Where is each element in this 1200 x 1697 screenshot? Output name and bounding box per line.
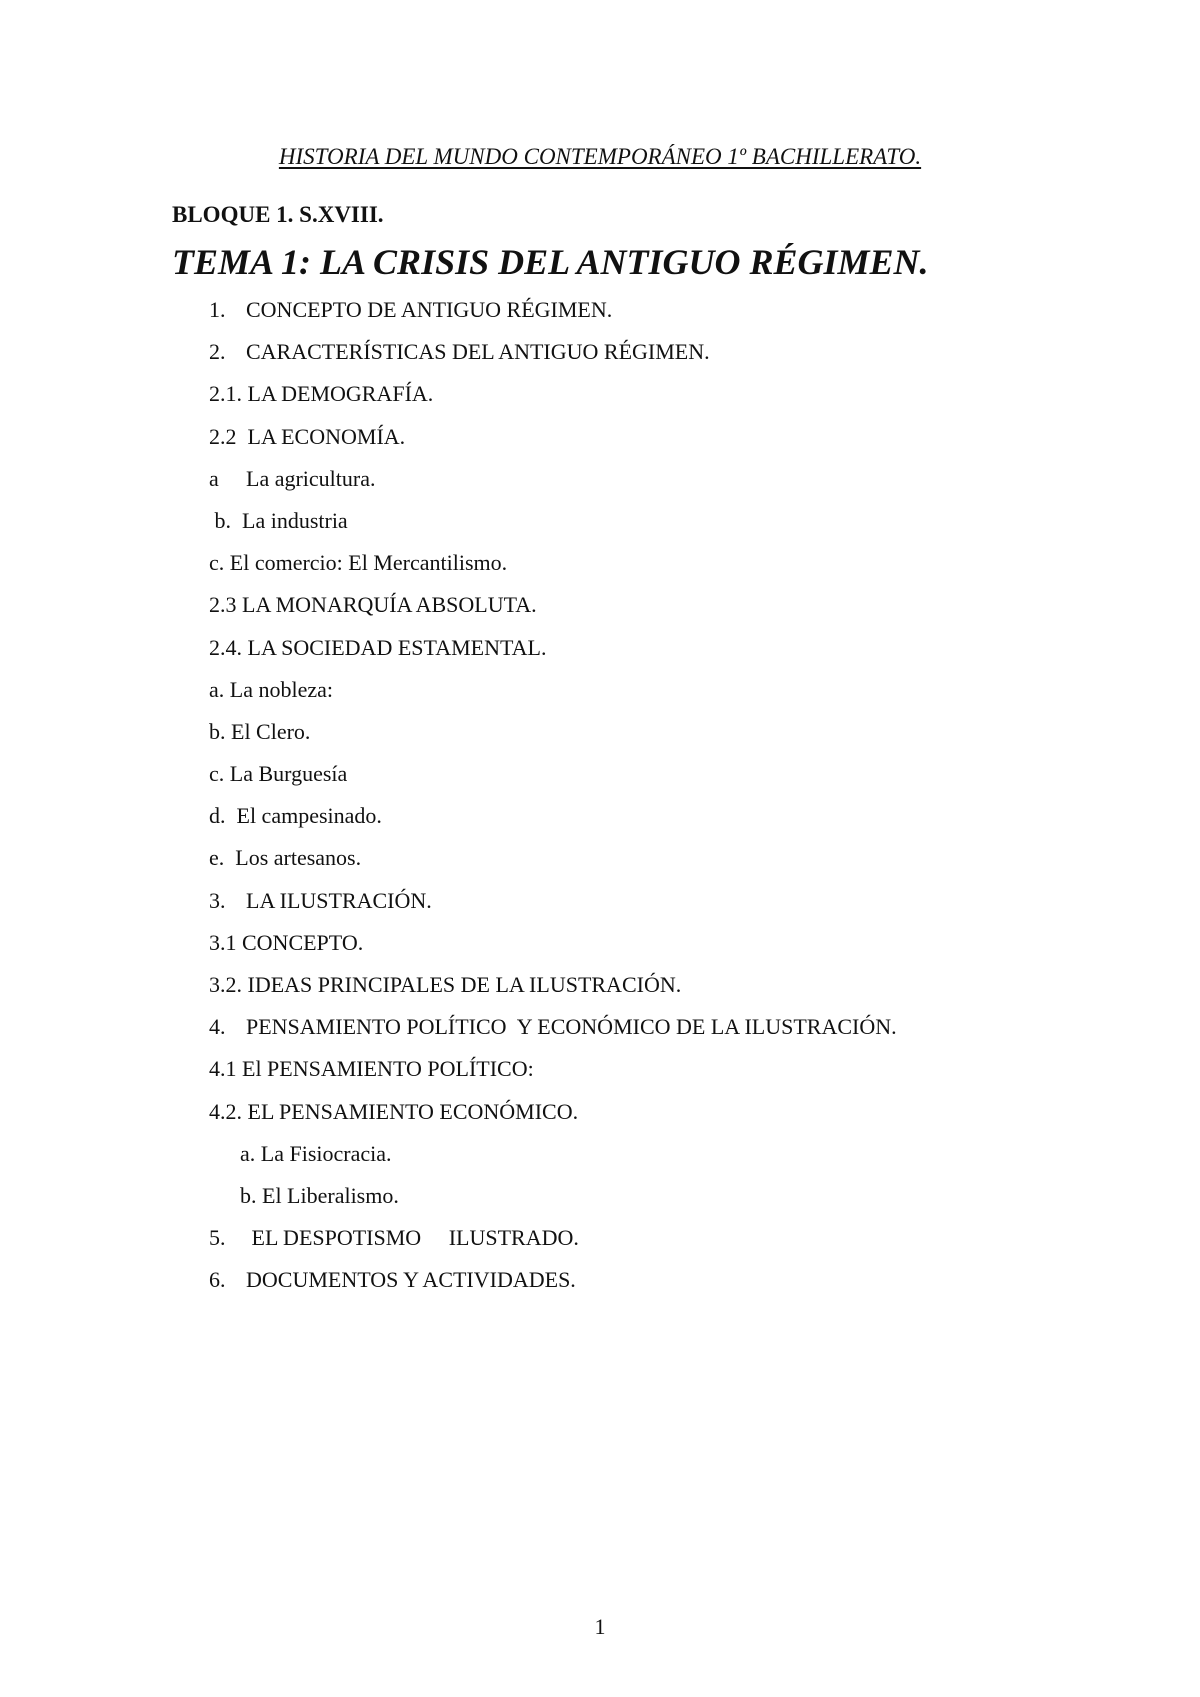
toc-item: [0, 759, 1200, 801]
toc-item-text: 4.1 El PENSAMIENTO POLÍTICO:: [209, 1056, 534, 1082]
toc-item-text: LA ILUSTRACIÓN.: [246, 887, 432, 913]
toc-item: [0, 928, 1200, 970]
toc-item: [0, 1223, 1200, 1265]
toc-item: [0, 379, 1200, 421]
toc-item-text: 3.2. IDEAS PRINCIPALES DE LA ILUSTRACIÓN.: [209, 972, 682, 997]
toc-item-text: EL DESPOTISMO ILUSTRADO.: [246, 1225, 579, 1251]
toc-item-text: e. Los artesanos.: [209, 845, 362, 871]
toc-item: [0, 843, 1200, 885]
toc-item-text: 2.1. LA DEMOGRAFÍA.: [209, 381, 434, 407]
toc-item-text: 2.4. LA SOCIEDAD ESTAMENTAL.: [209, 634, 547, 660]
toc-item: [0, 464, 1200, 506]
toc-item: [0, 1265, 1200, 1307]
toc-item-text: 2.2 LA ECONOMÍA.: [209, 423, 406, 449]
toc-item-text: c. El comercio: El Mercantilismo.: [209, 550, 508, 576]
table-of-contents: [0, 295, 1200, 1308]
toc-item-number: 2.: [209, 339, 226, 365]
toc-item: [0, 590, 1200, 632]
toc-item: [0, 1181, 1200, 1223]
toc-item: [0, 1139, 1200, 1181]
block-title: BLOQUE 1. S.XVIII.: [172, 202, 384, 227]
toc-item-text: PENSAMIENTO POLÍTICO Y ECONÓMICO DE LA ILUSTRACIÓN.: [246, 1014, 897, 1040]
toc-item-number: 1.: [209, 297, 226, 322]
toc-item-text: CARACTERÍSTICAS DEL ANTIGUO RÉGIMEN.: [246, 339, 710, 365]
toc-item-text: b. El Liberalismo.: [240, 1182, 399, 1208]
toc-item: [0, 886, 1200, 928]
toc-item: [0, 1054, 1200, 1096]
toc-item: [0, 337, 1200, 379]
toc-item: [0, 717, 1200, 759]
topic-title: TEMA 1: LA CRISIS DEL ANTIGUO RÉGIMEN.: [172, 242, 929, 282]
toc-item-text: CONCEPTO DE ANTIGUO RÉGIMEN.: [246, 297, 613, 322]
toc-item-number: a: [209, 465, 219, 491]
course-title: HISTORIA DEL MUNDO CONTEMPORÁNEO 1º BACHILLERATO.: [278, 144, 922, 169]
toc-item: [0, 1097, 1200, 1139]
toc-item: [0, 548, 1200, 590]
toc-item-text: DOCUMENTOS Y ACTIVIDADES.: [246, 1267, 576, 1293]
page-number: 1: [594, 1614, 606, 1639]
toc-item: [0, 801, 1200, 843]
toc-item: [0, 970, 1200, 1012]
toc-item: [0, 1012, 1200, 1054]
toc-item-text: 2.3 LA MONARQUÍA ABSOLUTA.: [209, 592, 537, 618]
toc-item: [0, 675, 1200, 717]
toc-item-text: 4.2. EL PENSAMIENTO ECONÓMICO.: [209, 1098, 579, 1124]
toc-item: [0, 422, 1200, 464]
toc-item-text: c. La Burguesía: [209, 761, 348, 787]
toc-item-text: b. El Clero.: [209, 718, 311, 744]
toc-item-text: 3.1 CONCEPTO.: [209, 929, 364, 955]
toc-item-number: 4.: [209, 1014, 226, 1040]
toc-item: [0, 295, 1200, 337]
toc-item-number: 3.: [209, 887, 226, 913]
toc-item: [0, 506, 1200, 548]
toc-item-text: b. La industria: [209, 507, 348, 533]
toc-item-number: 5.: [209, 1225, 226, 1251]
toc-item-text: a. La nobleza:: [209, 676, 333, 702]
toc-item-text: d. El campesinado.: [209, 803, 382, 829]
toc-item-text: La agricultura.: [246, 465, 376, 491]
toc-item-number: 6.: [209, 1267, 226, 1293]
toc-item: [0, 633, 1200, 675]
toc-item-text: a. La Fisiocracia.: [240, 1140, 392, 1166]
